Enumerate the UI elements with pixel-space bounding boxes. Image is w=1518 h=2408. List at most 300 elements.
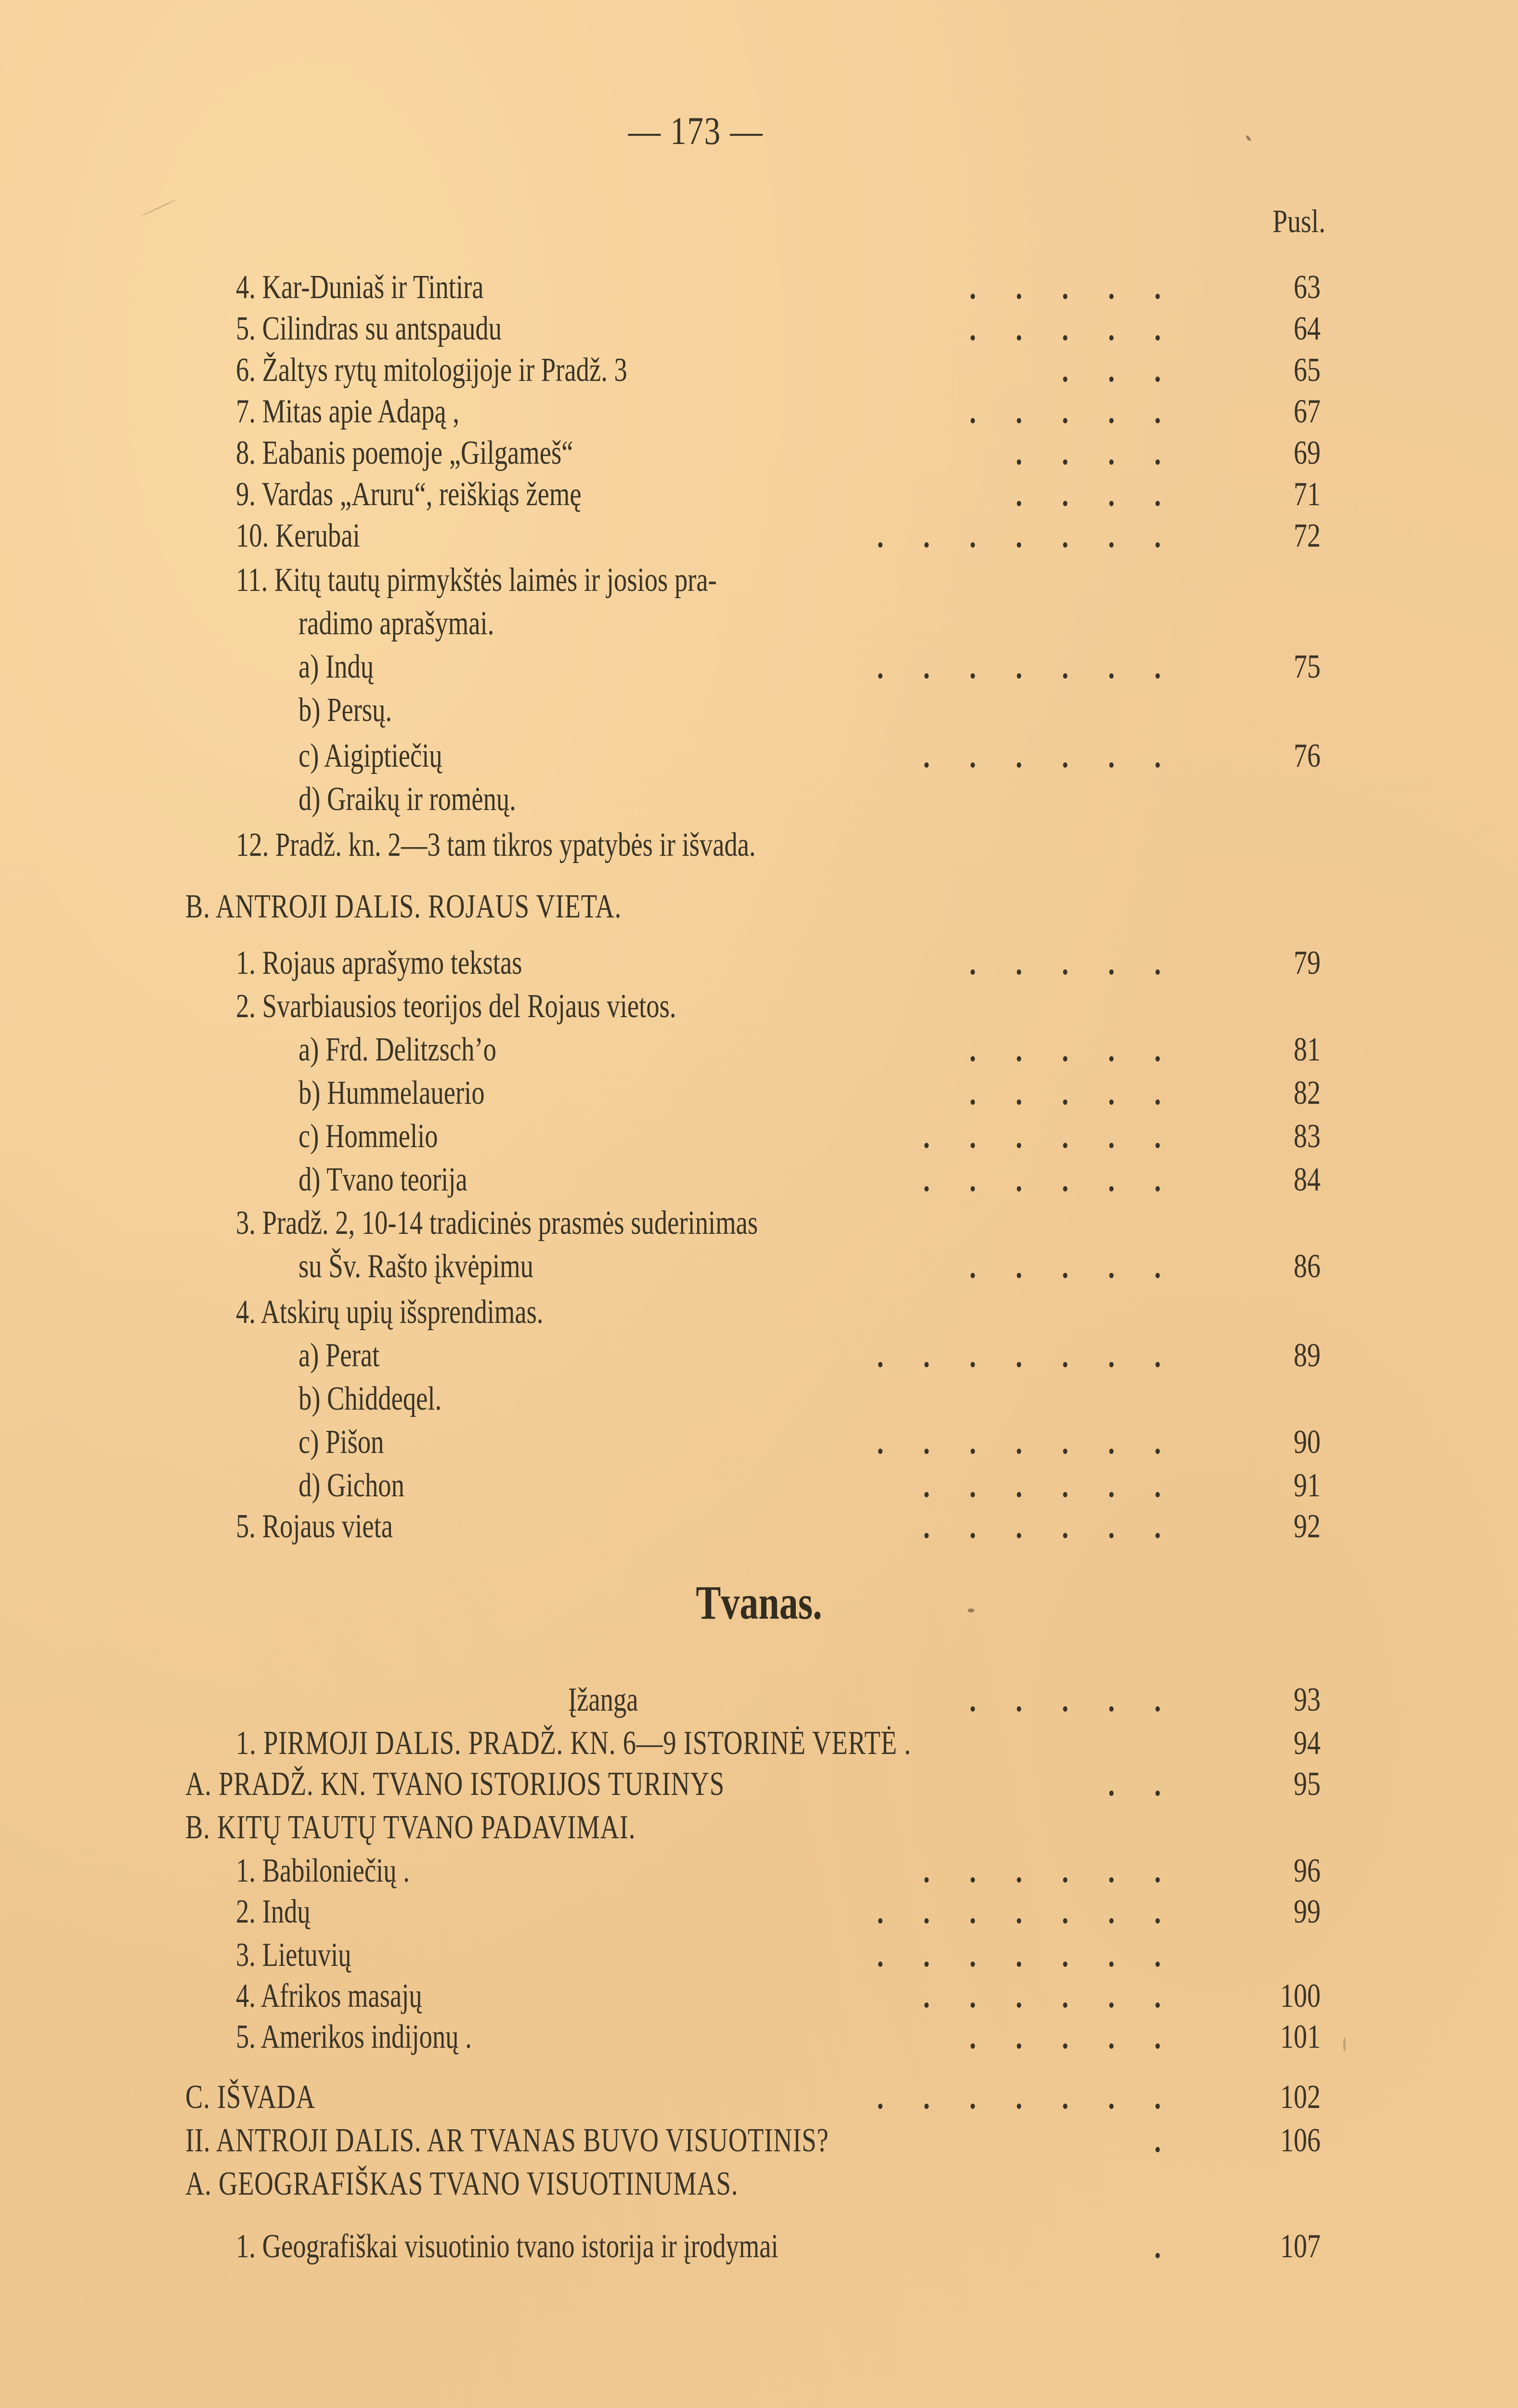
leader-dot (1017, 969, 1021, 975)
toc-entry-title: 2. Svarbiausios teorijos del Rojaus vietos. (236, 988, 676, 1025)
leader-dot (1063, 1492, 1067, 1497)
leader-dot (1063, 1533, 1067, 1538)
page-number-header: — 173 — (628, 109, 764, 153)
toc-entry-page: 86 (1294, 1248, 1321, 1285)
leader-dot (971, 1877, 975, 1883)
leader-dot (1109, 1056, 1114, 1061)
leader-dot (1155, 1449, 1160, 1454)
leader-dot (1063, 1449, 1067, 1454)
leader-dot (1017, 1362, 1021, 1367)
leader-dot (1063, 1186, 1067, 1191)
leader-dot (1109, 1186, 1114, 1191)
leader-dot (1063, 1273, 1067, 1278)
leader-dot (1109, 1533, 1114, 1538)
leader-dot (924, 1143, 929, 1148)
leader-dot (1063, 1962, 1067, 1967)
leader-dot (1155, 1962, 1160, 1967)
leader-dot (924, 542, 929, 548)
dot-leader (0, 1377, 1518, 1421)
toc-entry-page: 106 (1280, 2122, 1321, 2159)
toc-entry (0, 349, 1518, 392)
leader-dot (1017, 335, 1021, 340)
toc-entry-title: 3. Lietuvių (236, 1937, 351, 1974)
dot-leader (0, 559, 1518, 602)
dot-leader (0, 1334, 1518, 1377)
toc-entry-page: 94 (1294, 1725, 1321, 1762)
leader-dot (1155, 377, 1160, 382)
leader-dot (1109, 673, 1114, 679)
leader-dot (971, 2104, 975, 2109)
dot-leader (0, 824, 1518, 867)
leader-dot (1155, 2002, 1160, 2008)
leader-dot (971, 1099, 975, 1105)
toc-entry-title: B. KITŲ TAUTŲ TVANO PADAVIMAI. (185, 1809, 636, 1846)
dot-leader (0, 1849, 1518, 1893)
leader-dot (1109, 1449, 1114, 1454)
toc-entry (0, 1806, 1518, 1849)
toc-entry-title: radimo aprašymai. (298, 605, 494, 642)
leader-dot (1017, 1918, 1021, 1924)
toc-entry-page: 92 (1294, 1508, 1321, 1545)
toc-entry (0, 1890, 1518, 1934)
leader-dot (924, 1186, 929, 1191)
dot-leader (0, 266, 1518, 309)
leader-dot (878, 542, 882, 548)
leader-dot (1155, 1706, 1160, 1712)
section-title-tvanas: Tvanas. (696, 1576, 822, 1629)
toc-entry (0, 1028, 1518, 1072)
leader-dot (1109, 1962, 1114, 1967)
dot-leader (0, 1158, 1518, 1202)
leader-dot (1063, 501, 1067, 506)
toc-entry-page: 89 (1294, 1337, 1321, 1374)
dot-leader (0, 1202, 1518, 1245)
toc-entry-title: c) Hommelio (298, 1118, 438, 1155)
toc-entry (0, 1464, 1518, 1507)
leader-dot (1063, 673, 1067, 679)
toc-entry (0, 985, 1518, 1028)
toc-entry (0, 1245, 1518, 1288)
leader-dot (1109, 1362, 1114, 1367)
leader-dot (1109, 1492, 1114, 1497)
leader-dot (1109, 2043, 1114, 2049)
leader-dot (971, 335, 975, 340)
toc-entry-page: 100 (1280, 1977, 1321, 2015)
leader-dot (1109, 1918, 1114, 1924)
toc-entry-title: b) Persų. (298, 692, 392, 729)
leader-dot (1109, 969, 1114, 975)
toc-entry (0, 1202, 1518, 1245)
leader-dot (971, 1186, 975, 1191)
leader-dot (1155, 1186, 1160, 1191)
leader-dot (1063, 459, 1067, 465)
toc-entry-title: 4. Atskirų upių išsprendimas. (236, 1294, 544, 1331)
leader-dot (971, 762, 975, 768)
toc-entry (0, 1291, 1518, 1334)
toc-entry-title: 8. Eabanis poemoje „Gilgameš“ (236, 434, 573, 471)
leader-dot (924, 1449, 929, 1454)
toc-entry-page: 95 (1294, 1766, 1321, 1803)
leader-dot (1109, 1143, 1114, 1148)
leader-dot (1155, 418, 1160, 423)
leader-dot (1017, 1056, 1021, 1061)
leader-dot (1063, 377, 1067, 382)
leader-dot (1063, 1706, 1067, 1712)
toc-entry-title: 1. Rojaus aprašymo tekstas (236, 944, 522, 982)
leader-dot (1109, 501, 1114, 506)
toc-entry-page: 82 (1294, 1074, 1321, 1112)
leader-dot (1017, 2002, 1021, 2008)
leader-dot (1109, 762, 1114, 768)
leader-dot (1155, 335, 1160, 340)
dot-leader (0, 942, 1518, 985)
toc-entry-title: b) Hummelauerio (298, 1074, 485, 1112)
leader-dot (1017, 294, 1021, 299)
toc-entry-page: 79 (1294, 944, 1321, 982)
leader-dot (971, 542, 975, 548)
toc-entry-title: 7. Mitas apie Adapą , (236, 393, 460, 430)
leader-dot (971, 1143, 975, 1148)
part-b-heading-row (0, 885, 1518, 929)
leader-dot (1155, 969, 1160, 975)
leader-dot (1109, 2002, 1114, 2008)
leader-dot (924, 2104, 929, 2109)
toc-entry-page: 107 (1280, 2228, 1321, 2265)
leader-dot (1017, 2104, 1021, 2109)
toc-entry (0, 1072, 1518, 1115)
leader-dot (1155, 2253, 1160, 2258)
toc-entry-title: 10. Kerubai (236, 517, 360, 554)
dot-leader (0, 1028, 1518, 1072)
toc-entry (0, 942, 1518, 985)
leader-dot (1155, 501, 1160, 506)
toc-entry-page: 63 (1294, 269, 1321, 306)
leader-dot (971, 294, 975, 299)
toc-entry-title: a) Perat (298, 1337, 380, 1374)
leader-dot (1155, 294, 1160, 299)
toc-entry (0, 432, 1518, 475)
leader-dot (1017, 673, 1021, 679)
dot-leader (0, 1890, 1518, 1934)
leader-dot (924, 1877, 929, 1883)
toc-entry-title: A. GEOGRAFIŠKAS TVANO VISUOTINUMAS. (185, 2165, 739, 2202)
leader-dot (1063, 969, 1067, 975)
leader-dot (924, 673, 929, 679)
leader-dot (878, 1449, 882, 1454)
part-b-heading: B. ANTROJI DALIS. ROJAUS VIETA. (185, 888, 622, 925)
leader-dot (971, 969, 975, 975)
leader-dot (1063, 2043, 1067, 2049)
toc-entry-page: 93 (1294, 1681, 1321, 1718)
leader-dot (1063, 1143, 1067, 1148)
leader-dot (1063, 1099, 1067, 1105)
leader-dot (971, 1056, 975, 1061)
leader-dot (1155, 1362, 1160, 1367)
leader-dot (1063, 1877, 1067, 1883)
toc-entry-title: c) Pišon (298, 1424, 384, 1461)
leader-dot (971, 1449, 975, 1454)
toc-entry (0, 734, 1518, 778)
leader-dot (878, 673, 882, 679)
leader-dot (924, 2002, 929, 2008)
dot-leader (0, 1421, 1518, 1464)
toc-entry-title: 5. Rojaus vieta (236, 1508, 393, 1545)
leader-dot (1109, 1791, 1114, 1796)
toc-entry (0, 1975, 1518, 2018)
toc-entry (0, 266, 1518, 309)
leader-dot (1017, 1962, 1021, 1967)
dot-leader (0, 1072, 1518, 1115)
paper-speck (141, 199, 177, 217)
toc-entry-title: A. PRADŽ. KN. TVANO ISTORIJOS TURINYS (185, 1766, 725, 1803)
leader-dot (878, 1362, 882, 1367)
toc-entry-title: 5. Cilindras su antspaudu (236, 310, 502, 347)
toc-entry (0, 1934, 1518, 1977)
leader-dot (1155, 673, 1160, 679)
dot-leader (0, 473, 1518, 516)
toc-entry-page: 67 (1294, 393, 1321, 430)
toc-entry-page: 83 (1294, 1118, 1321, 1155)
dot-leader (0, 349, 1518, 392)
leader-dot (924, 1362, 929, 1367)
toc-entry (0, 778, 1518, 821)
toc-entry (0, 1421, 1518, 1464)
dot-leader (0, 602, 1518, 645)
leader-dot (1017, 501, 1021, 506)
toc-entry-page: 102 (1280, 2079, 1321, 2116)
leader-dot (971, 1362, 975, 1367)
leader-dot (1063, 1362, 1067, 1367)
leader-dot (1017, 1143, 1021, 1148)
leader-dot (1017, 1533, 1021, 1538)
dot-leader (0, 307, 1518, 351)
leader-dot (1155, 762, 1160, 768)
leader-dot (1063, 2002, 1067, 2008)
toc-entry-title: 6. Žaltys rytų mitologijoje ir Pradž. 3 (236, 352, 627, 389)
dot-leader (0, 778, 1518, 821)
toc-entry-page: 91 (1294, 1467, 1321, 1504)
toc-entry (0, 2076, 1518, 2119)
toc-entry-page: 75 (1294, 648, 1321, 685)
toc-entry (0, 2015, 1518, 2059)
toc-entry (0, 1678, 1518, 1722)
leader-dot (1109, 418, 1114, 423)
dot-leader (0, 432, 1518, 475)
toc-entry-page: 81 (1294, 1031, 1321, 1068)
leader-dot (1155, 459, 1160, 465)
toc-entry (0, 1334, 1518, 1377)
toc-entry (0, 2162, 1518, 2206)
leader-dot (1109, 1099, 1114, 1105)
leader-dot (878, 1918, 882, 1924)
dot-leader (0, 689, 1518, 732)
leader-dot (1109, 1877, 1114, 1883)
leader-dot (1155, 1056, 1160, 1061)
toc-entry-page: 69 (1294, 434, 1321, 471)
toc-entry-title: 12. Pradž. kn. 2—3 tam tikros ypatybės ir išvada. (236, 826, 756, 864)
leader-dot (1109, 335, 1114, 340)
dot-leader (0, 1934, 1518, 1977)
leader-dot (1155, 1791, 1160, 1796)
leader-dot (1017, 1273, 1021, 1278)
leader-dot (1017, 1186, 1021, 1191)
leader-dot (971, 1706, 975, 1712)
leader-dot (1063, 1918, 1067, 1924)
leader-dot (1017, 1877, 1021, 1883)
toc-entry (0, 559, 1518, 602)
toc-entry-page: 96 (1294, 1852, 1321, 1889)
leader-dot (1109, 542, 1114, 548)
toc-entry-title: d) Graikų ir romėnų. (298, 781, 516, 818)
dot-leader (0, 734, 1518, 778)
toc-entry (0, 473, 1518, 516)
toc-entry (0, 1849, 1518, 1893)
leader-dot (1017, 1099, 1021, 1105)
leader-dot (971, 1273, 975, 1278)
leader-dot (1155, 1492, 1160, 1497)
leader-dot (971, 1533, 975, 1538)
dot-leader (0, 645, 1518, 689)
leader-dot (924, 762, 929, 768)
leader-dot (878, 2104, 882, 2109)
dot-leader (0, 1464, 1518, 1507)
toc-entry-title: c) Aigiptiečių (298, 737, 442, 774)
leader-dot (971, 1962, 975, 1967)
toc-entry-title: 4. Kar-Duniaš ir Tintira (236, 269, 484, 306)
toc-entry-page: 65 (1294, 352, 1321, 389)
toc-entry-title: d) Tvano teorija (298, 1161, 467, 1198)
toc-entry-page: 76 (1294, 737, 1321, 774)
leader-dot (1017, 1706, 1021, 1712)
toc-entry (0, 689, 1518, 732)
toc-entry-title: II. ANTROJI DALIS. AR TVANAS BUVO VISUOTINIS? (185, 2122, 829, 2159)
leader-dot (1155, 1099, 1160, 1105)
toc-entry (0, 1505, 1518, 1548)
leader-dot (1155, 1533, 1160, 1538)
toc-entry-page: 99 (1294, 1893, 1321, 1930)
toc-entry-page: 84 (1294, 1161, 1321, 1198)
toc-entry-title: b) Chiddeqel. (298, 1380, 442, 1417)
leader-dot (1155, 2043, 1160, 2049)
leader-dot (878, 1962, 882, 1967)
toc-entry (0, 2225, 1518, 2268)
leader-dot (971, 1492, 975, 1497)
leader-dot (1155, 1273, 1160, 1278)
leader-dot (924, 1962, 929, 1967)
toc-entry (0, 824, 1518, 867)
leader-dot (971, 2002, 975, 2008)
toc-entry (0, 390, 1518, 433)
leader-dot (1017, 762, 1021, 768)
toc-entry-title: 3. Pradž. 2, 10-14 tradicinės prasmės suderinimas (236, 1204, 758, 1242)
dot-leader (0, 1291, 1518, 1334)
leader-dot (1017, 459, 1021, 465)
toc-entry (0, 1722, 1518, 1765)
leader-dot (1109, 459, 1114, 465)
leader-dot (1109, 2104, 1114, 2109)
toc-entry (0, 1763, 1518, 1806)
toc-entry-title: 1. Babiloniečių . (236, 1852, 410, 1889)
leader-dot (1109, 1706, 1114, 1712)
toc-entry (0, 1158, 1518, 1202)
toc-entry-page: 101 (1280, 2018, 1321, 2055)
leader-dot (1109, 1273, 1114, 1278)
toc-entry-title: 1. Geografiškai visuotinio tvano istorija ir įrodymai (236, 2228, 778, 2265)
toc-entry (0, 1377, 1518, 1421)
leader-dot (1063, 335, 1067, 340)
toc-entry-title: a) Frd. Delitzsch’o (298, 1031, 496, 1068)
toc-entry-title: 2. Indų (236, 1893, 311, 1930)
leader-dot (1109, 377, 1114, 382)
leader-dot (924, 1918, 929, 1924)
leader-dot (1155, 2104, 1160, 2109)
toc-entry-title: Įžanga (568, 1681, 638, 1718)
toc-entry (0, 602, 1518, 645)
toc-entry-title: su Šv. Rašto įkvėpimu (298, 1248, 533, 1285)
leader-dot (1063, 418, 1067, 423)
toc-entry-title: C. IŠVADA (185, 2079, 315, 2116)
toc-entry-title: 11. Kitų tautų pirmykštės laimės ir josios pra- (236, 562, 717, 599)
dot-leader (0, 1245, 1518, 1288)
leader-dot (1017, 542, 1021, 548)
dot-leader (0, 1115, 1518, 1158)
toc-entry-page: 64 (1294, 310, 1321, 347)
leader-dot (1155, 1918, 1160, 1924)
toc-entry-title: 5. Amerikos indijonų . (236, 2018, 472, 2055)
leader-dot (971, 1918, 975, 1924)
toc-entry-title: 9. Vardas „Aruru“, reiškiąs žemę (236, 476, 582, 513)
leader-dot (1017, 1449, 1021, 1454)
toc-entry-title: 1. PIRMOJI DALIS. PRADŽ. KN. 6—9 ISTORINĖ VERTĖ . (236, 1725, 911, 1762)
toc-entry (0, 2119, 1518, 2162)
leader-dot (1109, 294, 1114, 299)
dot-leader (0, 514, 1518, 558)
leader-dot (1063, 542, 1067, 548)
dot-leader (0, 390, 1518, 433)
leader-dot (1155, 1877, 1160, 1883)
toc-entry-page: 72 (1294, 517, 1321, 554)
toc-entry-title: 4. Afrikos masajų (236, 1977, 422, 2015)
toc-entry (0, 307, 1518, 351)
leader-dot (1017, 418, 1021, 423)
leader-dot (924, 1492, 929, 1497)
dot-leader (0, 1678, 1518, 1722)
toc-entry (0, 645, 1518, 689)
toc-entry-page: 71 (1294, 476, 1321, 513)
leader-dot (1063, 1056, 1067, 1061)
dot-leader (0, 1505, 1518, 1548)
toc-entry (0, 514, 1518, 558)
leader-dot (1063, 2104, 1067, 2109)
dot-leader (0, 985, 1518, 1028)
leader-dot (1155, 2147, 1160, 2152)
paper-speck (968, 1609, 974, 1612)
leader-dot (971, 2043, 975, 2049)
toc-entry-page: 90 (1294, 1424, 1321, 1461)
leader-dot (1155, 542, 1160, 548)
toc-entry-title: a) Indų (298, 648, 374, 685)
leader-dot (1017, 2043, 1021, 2049)
toc-entry-title: d) Gichon (298, 1467, 404, 1504)
leader-dot (924, 1533, 929, 1538)
leader-dot (971, 418, 975, 423)
paper-speck (1343, 2037, 1346, 2052)
leader-dot (1063, 294, 1067, 299)
paper-speck (1245, 135, 1252, 142)
leader-dot (1155, 1143, 1160, 1148)
toc-entry (0, 1115, 1518, 1158)
leader-dot (971, 673, 975, 679)
